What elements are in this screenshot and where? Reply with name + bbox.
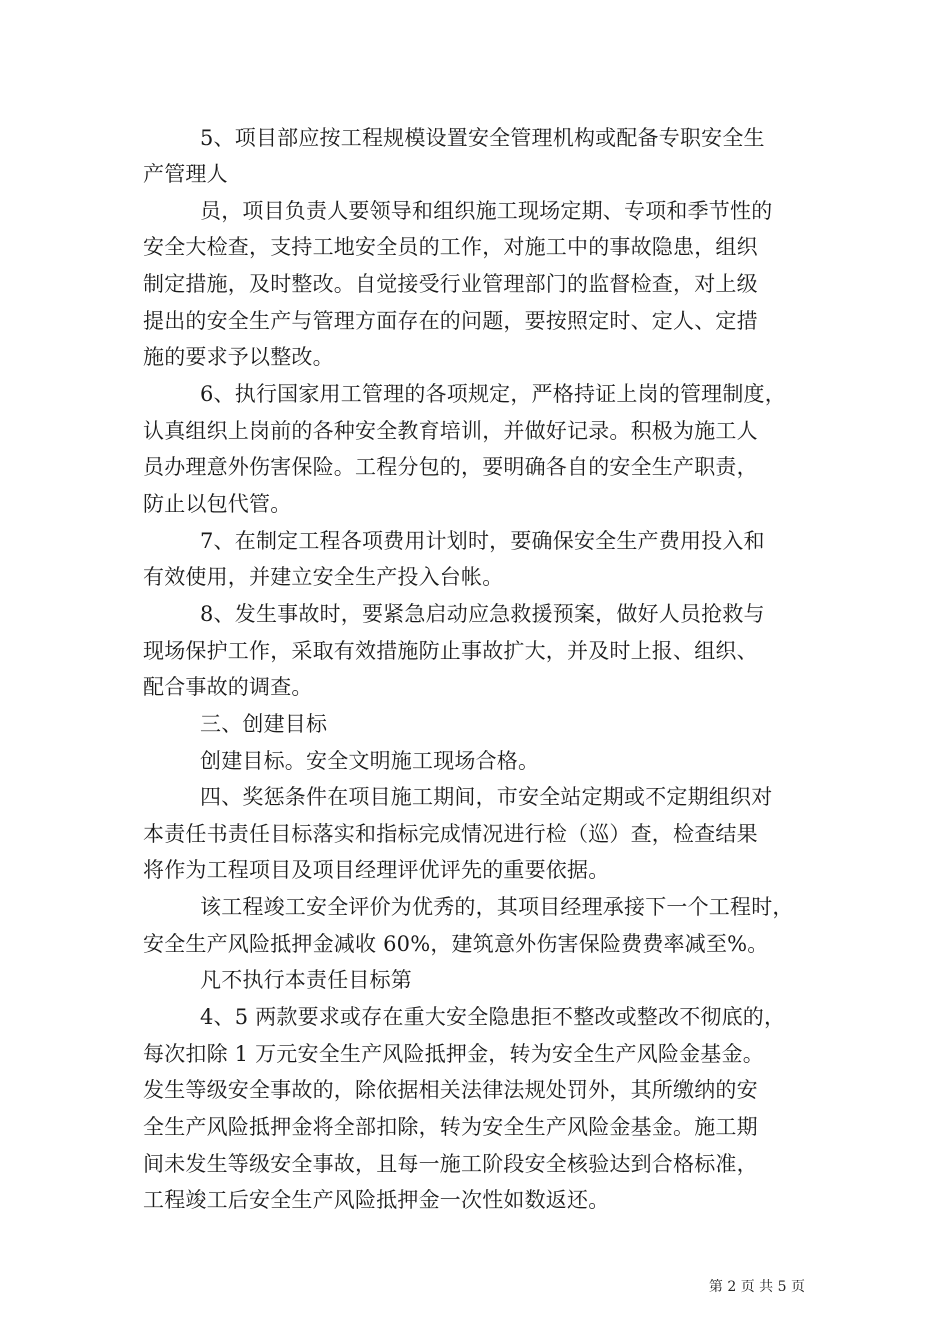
text-line: 员，项目负责人要领导和组织施工现场定期、专项和季节性的 [200,199,773,223]
text-line: 4、5 两款要求或存在重大安全隐患拒不整改或整改不彻底的， [200,1005,786,1029]
text-line: 安全大检查，支持工地安全员的工作，对施工中的事故隐患，组织 [143,235,758,259]
text-line: 创建目标。安全文明施工现场合格。 [200,749,540,773]
text-line: 7、在制定工程各项费用计划时，要确保安全生产费用投入和 [200,529,765,553]
text-line: 工程竣工后安全生产风险抵押金一次性如数返还。 [143,1188,610,1212]
section-heading: 四、奖惩条件在项目施工期间，市安全站定期或不定期组织对 [200,785,773,809]
text-line: 凡不执行本责任目标第 [200,968,412,992]
text-line: 现场保护工作，采取有效措施防止事故扩大，并及时上报、组织、 [143,639,758,663]
text-line: 制定措施，及时整改。自觉接受行业管理部门的监督检查，对上级 [143,272,758,296]
text-line: 本责任书责任目标落实和指标完成情况进行检（巡）查，检查结果 [143,822,758,846]
text-line: 8、发生事故时，要紧急启动应急救援预案，做好人员抢救与 [200,602,765,626]
text-line: 员办理意外伤害保险。工程分包的，要明确各自的安全生产职责， [143,455,758,479]
text-line: 将作为工程项目及项目经理评优评先的重要依据。 [143,858,610,882]
text-line: 配合事故的调查。 [143,675,313,699]
text-line: 5、项目部应按工程规模设置安全管理机构或配备专职安全生 [200,126,765,150]
section-heading: 三、创建目标 [200,712,328,736]
text-line: 施的要求予以整改。 [143,345,334,369]
text-line: 间未发生等级安全事故，且每一施工阶段安全核验达到合格标准， [143,1152,758,1176]
text-line: 提出的安全生产与管理方面存在的问题，要按照定时、定人、定措 [143,309,758,333]
page-number: 第 2 页 共 5 页 [708,1279,805,1295]
text-line: 每次扣除 1 万元安全生产风险抵押金，转为安全生产风险金基金。 [143,1042,764,1066]
text-line: 认真组织上岗前的各种安全教育培训，并做好记录。积极为施工人 [143,419,758,443]
text-line: 发生等级安全事故的，除依据相关法律法规处罚外，其所缴纳的安 [143,1078,758,1102]
text-line: 该工程竣工安全评价为优秀的，其项目经理承接下一个工程时， [200,895,794,919]
text-line: 安全生产风险抵押金减收 60%，建筑意外伤害保险费费率减至%。 [143,932,769,956]
text-line: 全生产风险抵押金将全部扣除，转为安全生产风险金基金。施工期 [143,1115,758,1139]
text-line: 产管理人 [143,162,228,186]
text-line: 防止以包代管。 [143,492,292,516]
text-line: 6、执行国家用工管理的各项规定，严格持证上岗的管理制度， [200,382,786,406]
text-line: 有效使用，并建立安全生产投入台帐。 [143,565,504,589]
